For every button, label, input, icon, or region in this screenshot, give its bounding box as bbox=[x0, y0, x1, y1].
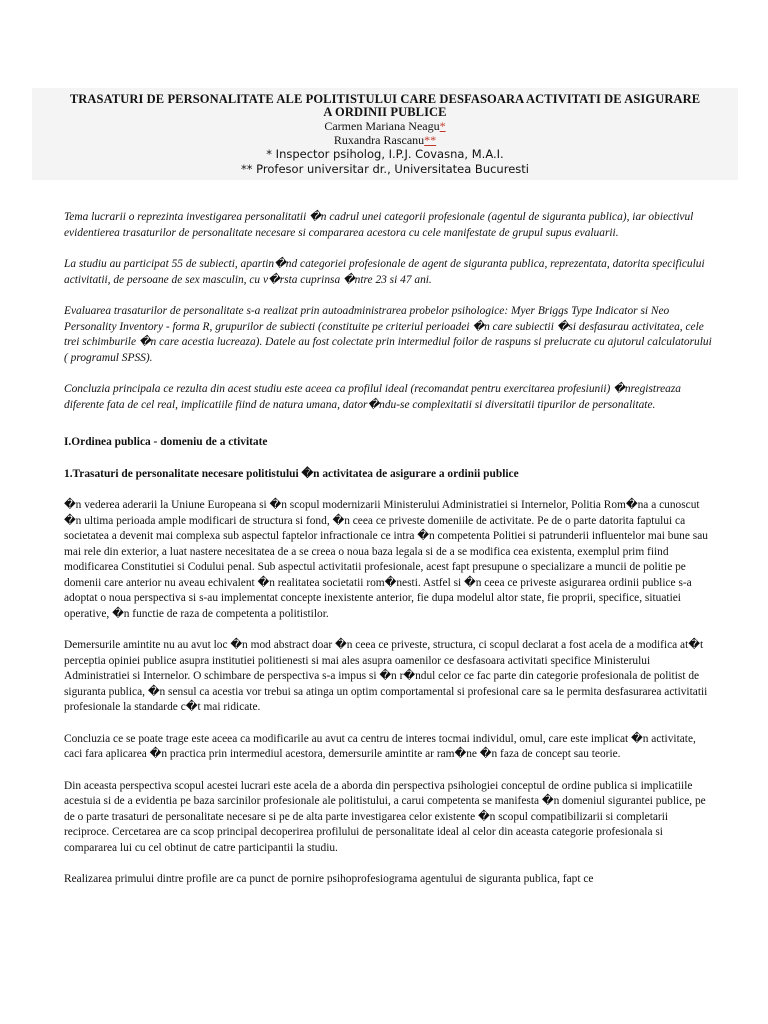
document-title bbox=[32, 93, 738, 119]
document-header bbox=[32, 88, 738, 180]
abstract-paragraph: Evaluarea trasaturilor de personalitate s-a realizat prin autoadministrarea probelor psihologice: Myer Briggs Type Indicator si Neo Personality Inventory - forma R, grupurilor de subiecti (constituite pe criteriul perioadei �n care subiectii �si desfasurau activitatea, cele trei schimburile �n care acestia lucreaza). Datele au fost colectate prin intermediul foilor de raspuns si prelucrate cu ajutorul calculatorului ( programul SPSS). bbox=[64, 305, 712, 364]
footnote-link-author-2[interactable]: ** bbox=[424, 133, 437, 147]
title-line-2: A ORDINII PUBLICE bbox=[323, 105, 447, 119]
abstract-paragraph: La studiu au participat 55 de subiecti, apartin�nd categoriei profesionale de agent de siguranta publica, reprezentata, datorita specificului activitatii, de persoane de sex masculin, cu v�rsta cuprinsa �ntre 23 si 47 ani. bbox=[64, 258, 705, 286]
affiliation-1: * Inspector psiholog, I.P.J. Covasna, M.A.I. bbox=[266, 147, 504, 161]
title-line-1: TRASATURI DE PERSONALITATE ALE POLITISTULUI CARE DESFASOARA ACTIVITATI DE ASIGURARE bbox=[69, 92, 701, 106]
abstract bbox=[64, 210, 712, 413]
author-2 bbox=[32, 133, 738, 147]
body-paragraph: �n vederea aderarii la Uniune Europeana si �n scopul modernizarii Ministerului Administratiei si Internelor, Politia Rom�na a cunoscut �n ultima perioada ample modificari de structura si fond, �n ceea ce priveste domeniile de activitate. Pe de o parte datorita faptului ca societatea a devenit mai complexa sub aspectul faptelor infractionale ce intra �n competenta Politiei si patrunderii influentelor mai bune sau mai rele din exterior, a luat nastere necesitatea de a se creea o noua baza legala si de a se modifica cea existenta, exemplul prim fiind modificarea Constitutiei si Codului penal. Sub aspectul activitatii profesionale, acest fapt presupune o specializare a muncii de politie pe domenii care anterior nu aveau echivalent �n realitatea societatii rom�nesti. Astfel si �n ceea ce priveste asigurarea ordinii publice s-a adoptat o noua perspectiva si s-au implementat concepte inexistente anterior, fie dupa modelul altor state, fie proprii, specifice, situatiei operative, �n functie de raza de competenta a politistilor. bbox=[64, 499, 708, 620]
affiliation-2: ** Profesor universitar dr., Universitatea Bucuresti bbox=[241, 162, 529, 176]
body-paragraph: Demersurile amintite nu au avut loc �n mod abstract doar �n ceea ce priveste, structura, ci scopul declarat a fost acela de a modifica at�t perceptia opiniei publice asupra institutiei politienesti si mai ales asupra oamenilor ce desfasoara activitati specifice Ministerului Administratiei si Internelor. O schimbare de perspectiva s-a impus si �n r�ndul celor ce fac parte din categorie profesionala de politist de siguranta publica, �n sensul ca acestia vor trebui sa atinga un optim comportamental si profesional care sa le permita desfasurarea activitatii profesionale la standarde c�t mai ridicate. bbox=[64, 639, 708, 713]
document-content bbox=[64, 210, 712, 904]
author-name: Carmen Mariana Neagu bbox=[324, 119, 440, 133]
footnote-link-author-1[interactable]: * bbox=[439, 119, 446, 133]
body-paragraph: Realizarea primului dintre profile are ca punct de pornire psihoprofesiograma agentului de siguranta publica, fapt ce bbox=[64, 873, 594, 885]
author-1 bbox=[32, 119, 738, 133]
section-heading: I.Ordinea publica - domeniu de a ctivitate bbox=[64, 436, 268, 448]
subsection-heading: 1.Trasaturi de personalitate necesare politistului �n activitatea de asigurare a ordinii publice bbox=[64, 467, 519, 480]
author-name: Ruxandra Rascanu bbox=[333, 133, 425, 147]
abstract-paragraph: Concluzia principala ce rezulta din acest studiu este aceea ca profilul ideal (recomandat pentru exercitarea profesiunii) �nregistreaza diferente fata de cel real, implicatiile fiind de natura umana, dator�ndu-se complexitatii si diversitatii tipurilor de personalitate. bbox=[64, 383, 681, 411]
body-paragraph: Concluzia ce se poate trage este aceea ca modificarile au avut ca centru de interes tocmai individul, omul, care este implicat �n activitate, caci fara aplicarea �n practica prin intermediul acestora, demersurile amintite ar ram�ne �n faza de concept sau teorie. bbox=[64, 732, 696, 760]
body-text bbox=[64, 498, 712, 888]
abstract-paragraph: Tema lucrarii o reprezinta investigarea personalitatii �n cadrul unei categorii profesionale (agentul de siguranta publica), iar obiectivul evidentierea trasaturilor de personalitate necesare si compararea acestora cu cele manifestate de grupul supus evaluarii. bbox=[64, 211, 694, 239]
body-paragraph: Din aceasta perspectiva scopul acestei lucrari este acela de a aborda din perspectiva psihologiei conceptul de ordine publica si implicatiile acestuia si de a evidentia pe baza sarcinilor profesionale ale politistului, a carui competenta se manifesta �n domeniul sigurantei publice, pe de o parte trasaturi de personalitate necesare si pe de alta parte investigarea celor existente �n scopul compatibilizarii si completarii reciproce. Cercetarea are ca scop principal decoperirea profilului de personalitate ideal al celor din aceasta categorie profesionala si compararea lui cu cel obtinut de catre participantii la studiu. bbox=[64, 779, 706, 854]
